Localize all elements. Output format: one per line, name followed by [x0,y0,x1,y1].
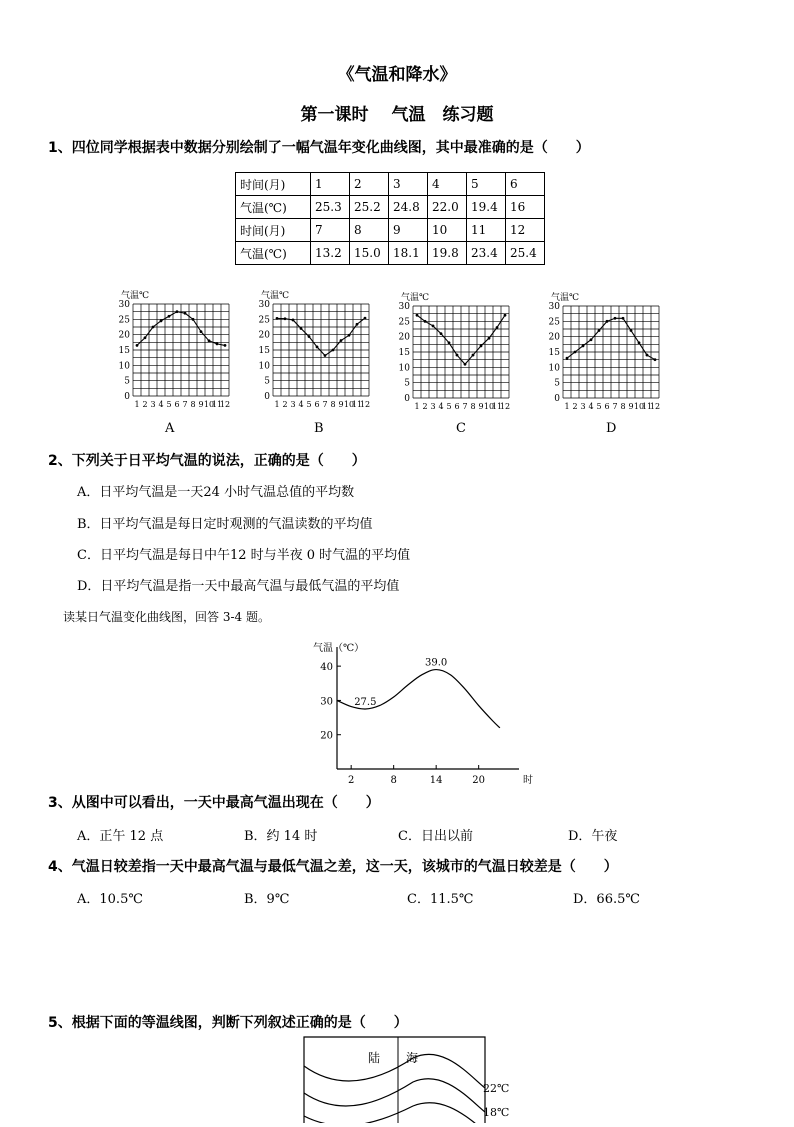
data-point [448,341,451,344]
x-tick-label: 8 [390,775,397,786]
q4-option-d: D．66.5℃ [573,892,640,907]
data-point [284,317,287,320]
data-point [488,337,491,340]
x-tick-label: 6 [314,400,320,409]
table-cell: 25.3 [311,196,350,219]
y-tick-label: 10 [118,361,130,372]
chart-ylabel: 气温℃ [261,291,290,301]
table-cell: 2 [350,173,389,196]
y-tick-label: 0 [554,394,560,404]
table-cell: 25.2 [350,196,389,219]
daily-chart-xlabel: 时 [523,775,533,786]
table-cell: 4 [428,173,467,196]
x-tick-label: 2 [282,400,288,409]
x-tick-label: 2 [572,402,578,411]
data-point [582,344,585,347]
y-tick-label: 0 [264,392,270,402]
table-row [236,173,545,196]
y-tick-label: 15 [258,346,270,356]
x-tick-label: 10 [483,402,495,411]
q3-option-d: D．午夜 [568,829,618,844]
x-tick-label: 1 [134,400,140,409]
chart-label-b: B [314,421,324,436]
y-tick-label: 5 [404,378,410,389]
land-label: 陆 [368,1051,381,1065]
table-cell: 3 [389,173,428,196]
q1-chart-a [113,288,233,422]
y-tick-label: 30 [320,696,333,708]
x-tick-label: 7 [182,400,188,409]
chart-label-a: A [165,421,175,436]
data-point [364,317,367,320]
q3-option-a: A．正午 12 点 [77,829,164,844]
data-point [606,320,609,323]
y-tick-label: 5 [554,378,560,389]
x-tick-label: 10 [203,400,215,409]
data-point [496,326,499,329]
x-tick-label: 2 [422,402,428,411]
data-point [646,354,649,357]
table-row [236,219,545,242]
x-tick-label: 4 [438,402,444,411]
x-tick-label: 4 [158,400,164,409]
q2-option-b: B．日平均气温是每日定时观测的气温读数的平均值 [77,517,373,532]
isotherm-22 [304,1054,485,1088]
y-tick-label: 30 [398,302,410,312]
y-tick-label: 0 [124,392,130,402]
x-tick-label: 4 [298,400,304,409]
data-point [654,358,657,361]
q2-option-d: D．日平均气温是指一天中最高气温与最低气温的平均值 [77,579,400,594]
x-tick-label: 7 [612,402,618,411]
x-tick-label: 8 [190,400,196,409]
question-1-text: 1、四位同学根据表中数据分别绘制了一幅气温年变化曲线图，其中最准确的是（ ） [48,140,590,156]
isotherm-lower [304,1103,485,1123]
data-point [472,354,475,357]
data-point [152,326,155,329]
daily-temperature-chart [305,637,545,791]
table-row [236,242,545,265]
x-tick-label: 10 [633,402,645,411]
data-point [168,315,171,318]
isotherm-18-label: 18℃ [483,1106,510,1119]
table-cell: 13.2 [311,242,350,265]
x-tick-label: 1 [414,402,420,411]
data-point [276,317,279,320]
data-point [224,344,227,347]
x-tick-label: 10 [343,400,355,409]
x-tick-label: 2 [347,775,355,786]
sea-label: 海 [406,1051,419,1065]
data-point [356,323,359,326]
table-cell: 19.8 [428,242,467,265]
data-point [160,319,163,322]
data-label: 39.0 [425,657,448,669]
table-header-cell: 气温(℃) [236,196,311,219]
table-cell: 24.8 [389,196,428,219]
table-cell: 9 [389,219,428,242]
q1-data-table [235,172,545,265]
note-q3-4: 读某日气温变化曲线图，回答 3-4 题。 [63,610,270,624]
data-point [324,354,327,357]
isotherm-map [303,1036,523,1127]
table-cell: 12 [506,219,545,242]
table-cell: 18.1 [389,242,428,265]
x-tick-label: 9 [198,400,204,409]
y-tick-label: 15 [398,348,410,358]
chart-ylabel: 气温℃ [551,293,580,303]
x-tick-label: 6 [174,400,180,409]
y-tick-label: 20 [258,330,270,341]
page-subtitle: 第一课时 气温 练习题 [300,105,494,125]
x-tick-label: 6 [604,402,610,411]
data-point [200,330,203,333]
table-cell: 22.0 [428,196,467,219]
q4-option-a: A．10.5℃ [77,892,143,907]
q4-option-b: B．9℃ [244,892,290,907]
data-point [464,363,467,366]
y-tick-label: 10 [398,363,410,374]
table-cell: 10 [428,219,467,242]
y-tick-label: 15 [118,346,130,356]
table-header-cell: 时间(月) [236,173,311,196]
data-point [316,346,319,349]
x-tick-label: 9 [628,402,634,411]
data-point [332,349,335,352]
y-tick-label: 10 [548,363,560,374]
data-point [566,357,569,360]
chart-label-d: D [606,421,617,436]
x-tick-label: 12 [219,400,231,409]
data-point [622,317,625,320]
x-tick-label: 7 [462,402,468,411]
chart-ylabel: 气温℃ [121,291,150,301]
table-cell: 7 [311,219,350,242]
isotherm-22-label: 22℃ [483,1082,510,1095]
table-cell: 6 [506,173,545,196]
data-point [136,344,139,347]
table-header-cell: 时间(月) [236,219,311,242]
data-point [340,339,343,342]
data-point [574,351,577,354]
x-tick-label: 8 [330,400,336,409]
x-tick-label: 3 [580,402,586,411]
table-cell: 5 [467,173,506,196]
chart-ylabel: 气温℃ [401,293,430,303]
q1-chart-d [543,290,663,424]
data-point [638,341,641,344]
q1-chart-c [393,290,513,424]
data-point [292,319,295,322]
x-tick-label: 14 [429,775,443,786]
y-tick-label: 20 [398,332,410,343]
x-tick-label: 1 [274,400,280,409]
data-point [216,342,219,345]
data-point [176,310,179,313]
y-tick-label: 25 [548,317,560,328]
question-2-text: 2、下列关于日平均气温的说法，正确的是（ ） [48,453,366,469]
table-cell: 8 [350,219,389,242]
x-tick-label: 1 [564,402,570,411]
y-tick-label: 30 [548,302,560,312]
data-label: 27.5 [354,697,377,708]
x-tick-label: 5 [166,400,172,409]
table-cell: 1 [311,173,350,196]
map-frame [304,1037,485,1123]
table-cell: 25.4 [506,242,545,265]
table-header-cell: 气温(℃) [236,242,311,265]
data-point [614,317,617,320]
x-tick-label: 11 [211,400,223,409]
x-tick-label: 11 [351,400,363,409]
table-cell: 19.4 [467,196,506,219]
y-tick-label: 20 [548,332,560,343]
data-point [348,334,351,337]
y-tick-label: 40 [320,662,333,674]
x-tick-label: 12 [649,402,661,411]
data-point [432,325,435,328]
isotherm-18 [304,1079,485,1112]
x-tick-label: 3 [290,400,296,409]
data-point [456,354,459,357]
x-tick-label: 5 [306,400,312,409]
y-tick-label: 30 [118,300,130,310]
page-title: 《气温和降水》 [337,65,457,85]
x-tick-label: 3 [430,402,436,411]
x-tick-label: 5 [446,402,452,411]
table-cell: 16 [506,196,545,219]
y-tick-label: 5 [124,376,130,387]
x-tick-label: 9 [338,400,344,409]
x-tick-label: 6 [454,402,460,411]
data-point [424,320,427,323]
x-tick-label: 9 [478,402,484,411]
data-point [208,339,211,342]
data-point [504,314,507,317]
y-tick-label: 20 [320,730,333,742]
y-tick-label: 30 [258,300,270,310]
y-tick-label: 5 [264,376,270,387]
x-tick-label: 12 [499,402,511,411]
y-tick-label: 10 [258,361,270,372]
table-row [236,196,545,219]
data-point [590,338,593,341]
x-tick-label: 7 [322,400,328,409]
data-point [192,318,195,321]
table-cell: 11 [467,219,506,242]
chart-label-c: C [456,421,466,436]
x-tick-label: 2 [142,400,148,409]
data-point [440,332,443,335]
y-tick-label: 15 [548,348,560,358]
x-tick-label: 3 [150,400,156,409]
q3-option-c: C．日出以前 [398,829,473,844]
y-tick-label: 25 [258,315,270,326]
data-point [144,336,147,339]
x-tick-label: 8 [620,402,626,411]
x-tick-label: 12 [359,400,371,409]
y-tick-label: 25 [118,315,130,326]
table-cell: 23.4 [467,242,506,265]
question-4-text: 4、气温日较差指一天中最高气温与最低气温之差，这一天，该城市的气温日较差是（ ） [48,859,618,875]
data-point [416,314,419,317]
q3-option-b: B．约 14 时 [244,829,318,844]
x-tick-label: 11 [641,402,653,411]
x-tick-label: 4 [588,402,594,411]
q1-chart-b [253,288,373,422]
q4-option-c: C．11.5℃ [407,892,474,907]
q2-option-c: C．日平均气温是每日中午12 时与半夜 0 时气温的平均值 [77,548,411,563]
question-5-text: 5、根据下面的等温线图，判断下列叙述正确的是（ ） [48,1015,408,1031]
question-3-text: 3、从图中可以看出，一天中最高气温出现在（ ） [48,795,380,811]
x-tick-label: 20 [472,775,486,786]
data-point [480,344,483,347]
y-tick-label: 0 [404,394,410,404]
q2-option-a: A．日平均气温是一天24 小时气温总值的平均数 [77,485,355,500]
y-tick-label: 25 [398,317,410,328]
data-point [308,335,311,338]
daily-chart-ylabel: 气温（℃） [313,643,365,654]
data-point [598,329,601,332]
y-tick-label: 20 [118,330,130,341]
x-tick-label: 5 [596,402,602,411]
x-tick-label: 11 [491,402,503,411]
x-tick-label: 8 [470,402,476,411]
data-point [184,312,187,315]
data-point [630,329,633,332]
data-point [300,327,303,330]
table-cell: 15.0 [350,242,389,265]
